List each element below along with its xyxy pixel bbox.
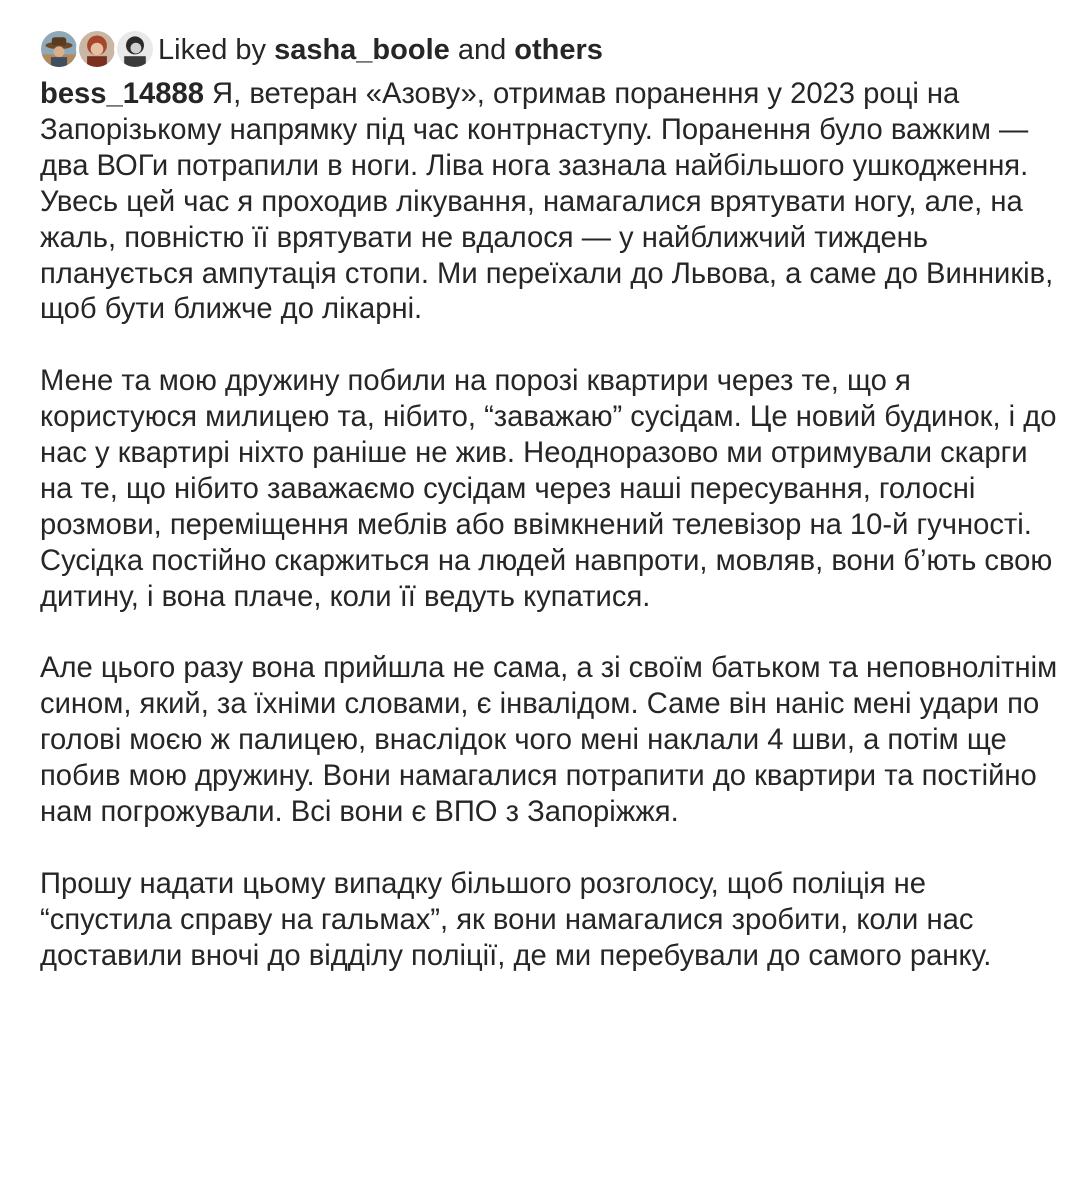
caption-paragraph-1 — [40, 77, 1062, 328]
liked-by-prefix: Liked by — [158, 34, 267, 66]
liked-by-conjunction: and — [457, 34, 507, 66]
avatar-red-hair-icon[interactable] — [76, 28, 118, 70]
caption-paragraph-3: Але цього разу вона прийшла не сама, а зі своїм батьком та неповнолітнім сином, який, за їхніми словами, є інвалідом. Саме він наніс мені удари по голові моєю ж палицею, внаслідок чого мені наклали 4 шви, а потім ще побив мою дружину. Вони намагалися потрапити до квартири та постійно нам погрожували. Всі вони є ВПО з Запоріжжя. — [40, 652, 1058, 829]
likes-row[interactable] — [38, 26, 603, 74]
liker-username-link[interactable]: sasha_boole — [274, 34, 450, 66]
caption-paragraph-2: Мене та мою дружину побили на порозі квартири через те, що я користуюся милицею та, нібито, “заважаю” сусідам. Це новий будинок, і до нас у квартирі ніхто раніше не жив. Неодноразово ми отримували скарги на те, що нібито заважаємо сусідам через наші пересування, голосні розмови, переміщення меблів або ввімкнений телевізор на 10-й гучності. Сусідка постійно скаржиться на людей навпроти, мовляв, вони б’ють свою дитину, і вона плаче, коли її ведуть купатися. — [40, 365, 1057, 613]
avatar-dark-portrait-icon[interactable] — [114, 28, 156, 70]
liked-by-others-link[interactable]: others — [514, 34, 603, 66]
author-username-link[interactable]: bess_14888 — [40, 78, 204, 110]
liked-by-text — [158, 26, 603, 74]
post-caption — [40, 77, 1062, 975]
caption-text: Я, ветеран «Азову», отримав поранення у 2023 році на Запорізькому напрямку під час контрнаступу. Поранення було важким — два ВОГи потрапили в ноги. Ліва нога зазнала найбільшого ушкодження. Увесь цей час я проходив лікування, намагалися врятувати ногу, але, на жаль, повністю її врятувати не вдалося — у найближчий тиждень планується ампутація стопи. Ми переїхали до Львова, а саме до Винників, щоб бути ближче до лікарні. — [40, 78, 1054, 326]
liker-avatars[interactable] — [38, 26, 158, 74]
avatar-cowboy-hat-icon[interactable] — [38, 28, 80, 70]
caption-paragraph-4: Прошу надати цьому випадку більшого розголосу, щоб поліція не “спустила справу на гальмах”, як вони намагалися зробити, коли нас доставили вночі до відділу поліції, де ми перебували до самого ранку. — [40, 867, 992, 972]
